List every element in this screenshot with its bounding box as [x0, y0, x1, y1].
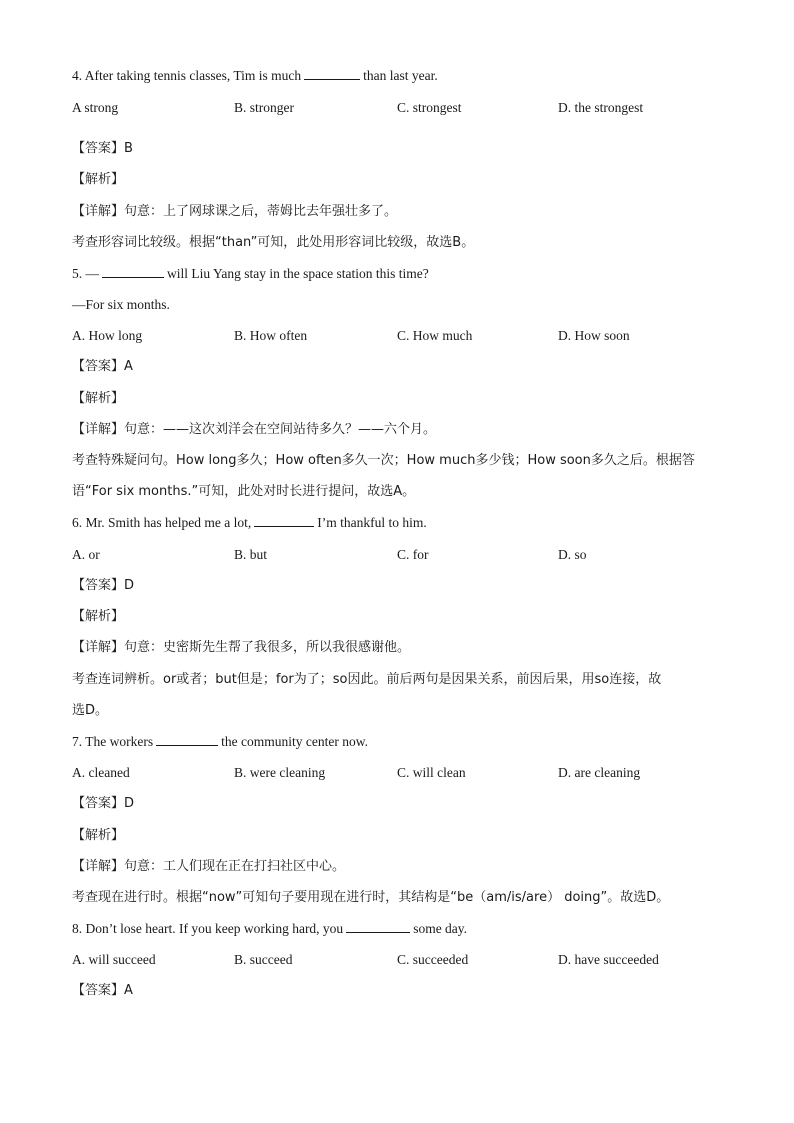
option-c: C. will clean: [397, 765, 466, 780]
option-a: A strong: [72, 100, 119, 115]
option-a: A. cleaned: [72, 765, 130, 780]
option-c: C. succeeded: [397, 952, 469, 967]
detail-text: 【详解】句意：工人们现在正在打扫社区中心。: [72, 859, 346, 874]
option-a: A. will succeed: [72, 952, 156, 967]
question-6-stem: 6. Mr. Smith has helped me a lot, I’m thankful to him.: [72, 515, 427, 530]
question-5-response: —For six months.: [72, 297, 170, 312]
option-b: B. succeed: [234, 952, 293, 967]
question-7-stem: 7. The workers the community center now.: [72, 734, 368, 749]
analysis-label: 【解析】: [72, 609, 125, 624]
answer-label: 【答案】D: [72, 796, 135, 811]
question-8-stem: 8. Don’t lose heart. If you keep working hard, you some day.: [72, 921, 468, 936]
question-4-stem: 4. After taking tennis classes, Tim is much than last year.: [72, 68, 438, 83]
explanation-text: 考查特殊疑问句。How long多久；How often多久一次；How much多少钱；How soon多久之后。根据答: [72, 453, 695, 468]
option-d: D. so: [558, 547, 587, 562]
option-d: D. How soon: [558, 328, 630, 343]
answer-label: 【答案】D: [72, 578, 135, 593]
answer-blank: [346, 919, 410, 933]
explanation-text: 考查连词辨析。or或者；but但是；for为了；so因此。前后两句是因果关系，前因后果，用so连接，故: [72, 672, 662, 687]
analysis-label: 【解析】: [72, 391, 125, 406]
option-c: C. strongest: [397, 100, 462, 115]
answer-blank: [304, 66, 360, 80]
explanation-text-continued: 选D。: [72, 703, 109, 718]
option-d: D. are cleaning: [558, 765, 641, 780]
option-b: B. but: [234, 547, 268, 562]
option-c: C. for: [397, 547, 429, 562]
question-7-options: [72, 763, 732, 783]
explanation-text-continued: 语“For six months.”可知，此处对时长进行提问，故选A。: [72, 484, 416, 499]
option-b: B. stronger: [234, 100, 294, 115]
explanation-text: 考查现在进行时。根据“now”可知句子要用现在进行时，其结构是“be（am/is/are） doing”。故选D。: [72, 890, 670, 905]
option-a: A. How long: [72, 328, 143, 343]
analysis-label: 【解析】: [72, 828, 125, 843]
detail-text: 【详解】句意：——这次刘洋会在空间站待多久？——六个月。: [72, 422, 437, 437]
detail-text: 【详解】句意：上了网球课之后，蒂姆比去年强壮多了。: [72, 204, 398, 219]
question-8-options: [72, 950, 732, 970]
question-6-options: [72, 545, 732, 565]
question-5-options: [72, 326, 732, 346]
answer-blank: [102, 264, 164, 278]
detail-text: 【详解】句意：史密斯先生帮了我很多，所以我很感谢他。: [72, 640, 411, 655]
explanation-text: 考查形容词比较级。根据“than”可知，此处用形容词比较级，故选B。: [72, 235, 475, 250]
question-5-stem: 5. — will Liu Yang stay in the space station this time?: [72, 266, 429, 281]
answer-blank: [254, 513, 314, 527]
answer-label: 【答案】A: [72, 359, 133, 374]
answer-blank: [156, 732, 218, 746]
answer-label: 【答案】A: [72, 983, 133, 998]
option-d: D. the strongest: [558, 100, 644, 115]
option-b: B. How often: [234, 328, 308, 343]
analysis-label: 【解析】: [72, 172, 125, 187]
option-d: D. have succeeded: [558, 952, 659, 967]
answer-label: 【答案】B: [72, 141, 133, 156]
option-c: C. How much: [397, 328, 473, 343]
option-b: B. were cleaning: [234, 765, 326, 780]
question-4-options: [72, 98, 732, 118]
option-a: A. or: [72, 547, 100, 562]
